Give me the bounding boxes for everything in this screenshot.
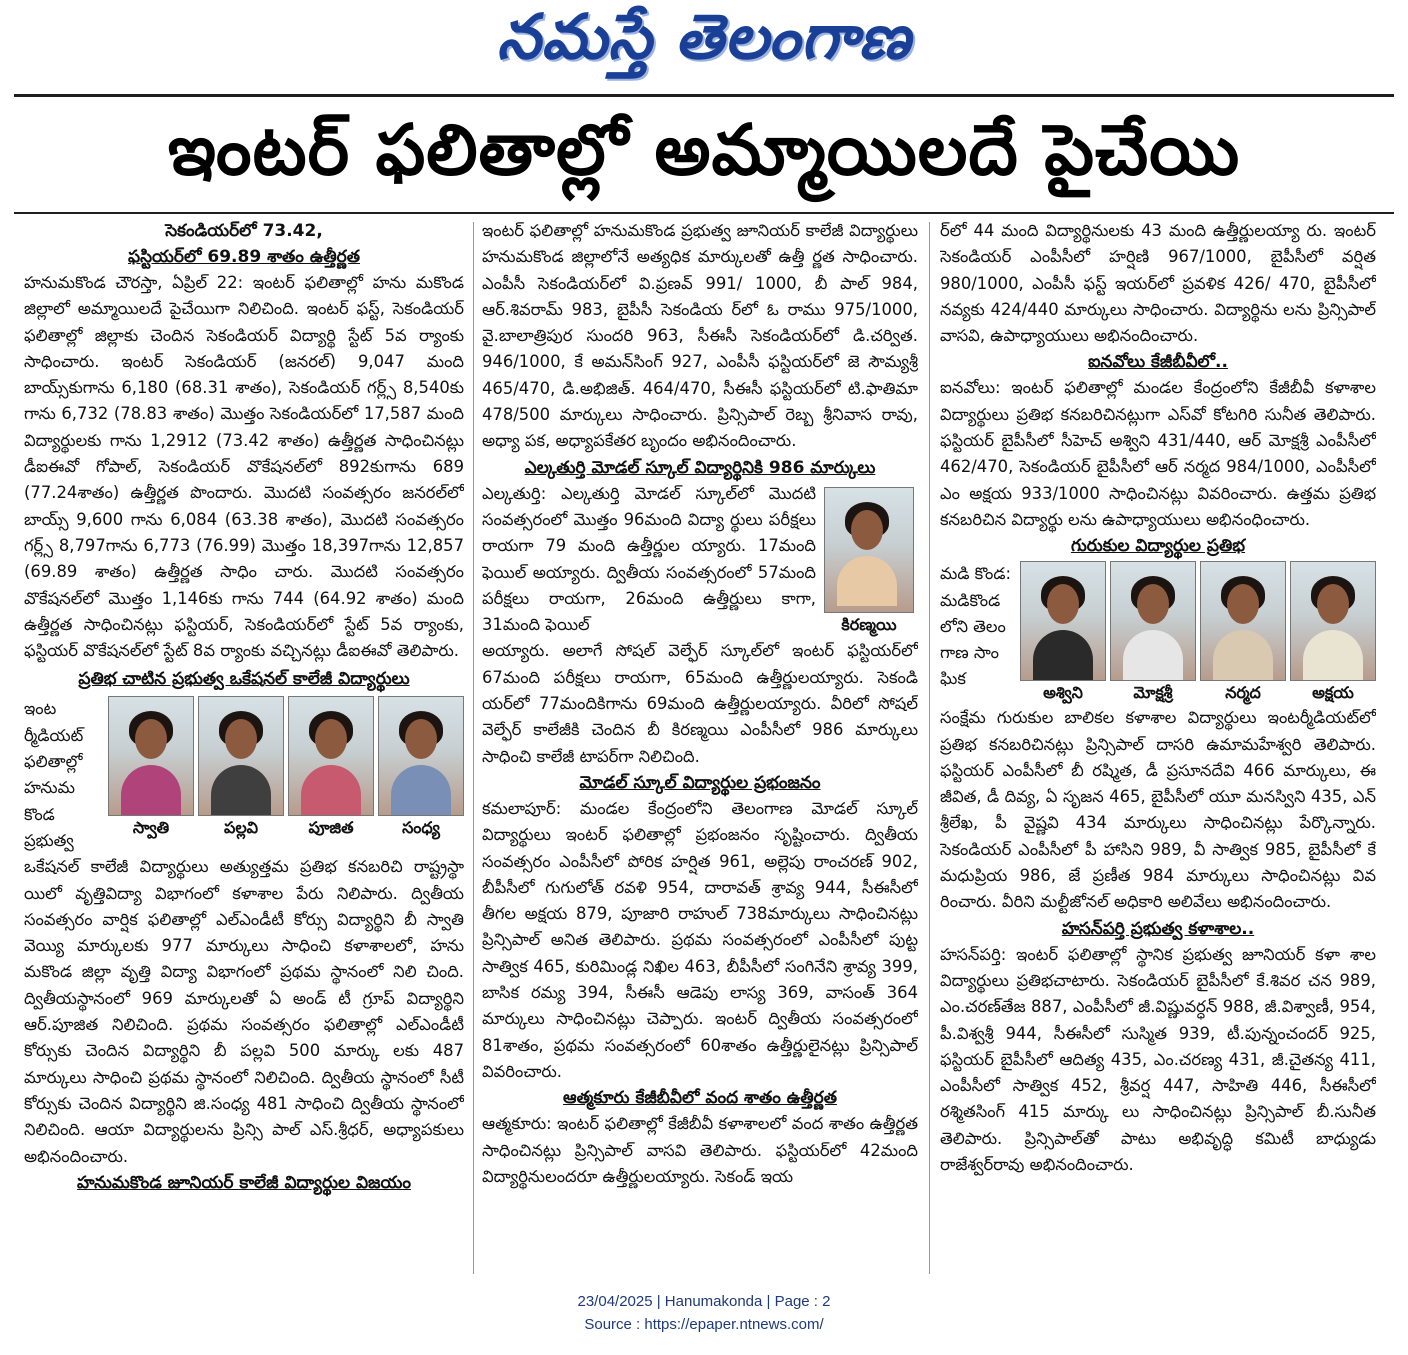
subheading: సెకండియర్‌లో 73.42, <box>165 221 323 241</box>
article-paragraph: ఐనవోలు: ఇంటర్ ఫలితాల్లో మండల కేంద్రంలోని కేజీబీవీ కళాశాల విద్యార్థులు ప్రతిభ కనబరిచినట్లుగా ఎస్‌వో కోటగిరి సునీత తెలిపారు. ఫస్టియర్ బైపీసీలో సీహెచ్ అశ్విని 431/440, ఆర్ మోక్షశ్రీ ఎంపీసీలో 462/470, సెకండియర్ బైపీసీలో ఆర్ నర్మద 984/1000, ఎంపీసీలో ఎం అక్షయ 933/1000 సాధించినట్లు వివరించారు. ఉత్తమ ప్రతిభ కనబరిచిన విద్యార్థు లను ఉపాధ్యాయులు అభినంధించారు. <box>940 378 1376 529</box>
photo-block <box>940 561 1376 705</box>
column-3 <box>940 218 1376 1276</box>
article-paragraph: అయ్యారు. అలాగే సోషల్ వెల్ఫేర్ స్కూల్‌లో ఇంటర్ ఫస్టియర్‌లో 67మంది పరీక్షలు రాయగా, 65మంది ఉత్తీర్ణులయ్యారు. సెకండి యర్‌లో 77మందికిగాను 69మంది ఉత్తీర్ణులయ్యారు. వీరిలో సోషల్ వెల్ఫేర్ కాలేజీకి చెందిన బీ కిరణ్మయి ఎంపీసీలో 986 మార్కులు సాధించి కాలేజీ టాపర్‌గా నిలిచింది. <box>482 641 918 766</box>
headline: ఇంటర్ ఫలితాల్లో అమ్మాయిలదే పైచేయి <box>167 108 1241 191</box>
column-divider <box>473 222 474 1274</box>
photo-caption: అక్షయ <box>1312 683 1354 703</box>
student-photo <box>1290 561 1376 681</box>
subheading: ఫస్టియర్‌లో 69.89 శాతం ఉత్తీర్ణత <box>128 247 360 267</box>
student-photo <box>1200 561 1286 681</box>
page-footer-source: Source : https://epaper.ntnews.com/ <box>584 1316 824 1333</box>
section-heading: ఆత్మకూరు కేజీబీవీలో వంద శాతం ఉత్తీర్ణత <box>563 1088 837 1109</box>
photo-side-text: మడి కొండ: మడికొండ లోని తెలం గాణ సాం ఘిక <box>940 564 1011 689</box>
photo-caption: అశ్విని <box>1043 683 1083 703</box>
article-paragraph: ఆత్మకూరు: ఇంటర్ ఫలితాల్లో కేజీబీవీ కళాశాలలో వంద శాతం ఉత్తీర్ణత సాధించినట్లు ప్రిన్సిపాల్ వాసవి తెలిపారు. ఫస్టియర్‌లో 42మంది విద్యార్థినులందరూ ఉత్తీర్ణులయ్యారు. సెకండ్ ఇయ <box>482 1114 918 1186</box>
section-heading: హనుమకొండ జూనియర్ కాలేజీ విద్యార్థుల విజయం <box>77 1172 411 1193</box>
masthead-rule <box>14 94 1394 97</box>
column-2 <box>482 218 918 1276</box>
page-footer-date: 23/04/2025 | Hanumakonda | Page : 2 <box>577 1293 831 1310</box>
article-paragraph: ఇంటర్ ఫలితాల్లో హనుమకొండ ప్రభుత్వ జూనియర్ కాలేజీ విద్యార్థులు హనుమకొండ జిల్లాలోనే అత్యధిక మార్కులతో ఉత్తీ ర్ణత సాధించారు. ఎంపీసీ సెకండియర్‌లో వి.ప్రణవ్ 991/ 1000, బీ పాల్ 984, ఆర్.శివరామ్ 983, బైపీసీ సెకండియ ర్‌లో ఓ రాము 975/1000, వై.బాలాత్రిపుర సుందరి 963, సీఈసీ సెకండియర్‌లో డి.చర్విత. 946/1000, కే అమన్‌సింగ్ 927, ఎంపీసీ ఫస్టియర్‌లో జె సౌమ్యశ్రీ 465/470, డి.అభిజిత్. 464/470, సీఈసీ ఫస్టియర్‌లో టి.ఫాతిమా 478/500 మార్కులు సాధించారు. ప్రిన్సిపాల్ రెబ్బ శ్రీనివాస రావు, అధ్యా పక, అధ్యాపకేతర బృందం అభినందించారు. <box>482 221 918 451</box>
photo-caption: సంధ్య <box>402 818 440 838</box>
article-paragraph: సంక్షేమ గురుకుల బాలికల కళాశాల విద్యార్థులు ఇంటర్మీడియట్‌లో ప్రతిభ కనబరిచినట్లు ప్రిన్సిపాల్ దాసరి ఉమామహేశ్వరి తెలిపారు. ఫస్టియర్ ఎంపీసీలో బీ రష్మిత, డీ ప్రసూనదేవి 466 మార్కులు, ఈ జీవిత, డీ దివ్య, ఏ సృజన 465, బైపీసీలో యూ మనస్విని 435, ఎన్ శ్రీలేఖ, పీ వైష్ణవి 434 మార్కులు సాధించినట్లు పేర్కొన్నారు. సెకండియర్ ఎంపీసీలో పీ హాసిని 989, వీ సాత్విక 985, బైపీసీలో కే మధుప్రియ 986, జే ప్రణీత 984 మార్కులు సాధించినట్లు వివ రించారు. వీరిని మల్టీజోనల్ అధికారి అలివేలు అభినందించారు. <box>940 708 1376 912</box>
section-heading: ఐనవోలు కేజీబీవీలో.. <box>1088 352 1228 373</box>
student-photo <box>288 696 374 816</box>
photo-caption: పల్లవి <box>223 818 259 838</box>
section-heading: హసన్‌పర్తి ప్రభుత్వ కళాశాల.. <box>1061 918 1255 939</box>
student-photo <box>108 696 194 816</box>
student-photo <box>1110 561 1196 681</box>
newspaper-logo: నమస్తే తెలంగాణ <box>496 0 912 73</box>
article-paragraph: హనుమకొండ చౌరస్తా, ఏప్రిల్ 22: ఇంటర్ ఫలితాల్లో హను మకొండ జిల్లాలో అమ్మాయిలదే పైచేయిగా నిలిచింది. ఇంటర్ ఫస్ట్, సెకండియర్ ఫలితాల్లో జిల్లాకు చెందిన సెకండియర్ విద్యార్థి స్టేట్ 5వ ర్యాంకు సాధించారు. ఇంటర్ సెకండియర్ (జనరల్) 9,047 మంది బాయ్స్‌కుగాను 6,180 (68.31 శాతం), సెకండియర్ గర్ల్స్ 8,540కు గాను 6,732 (78.83 శాతం) మొత్తం సెకండియర్‌లో 17,587 మంది విద్యార్థులకు గాను 1,2912 (73.42 శాతం) ఉత్తీర్ణత సాధించినట్లు డీఐఈవో గోపాల్, సెకండియర్ వొకేషనల్‌లో 892కుగాను 689 (77.24శాతం) ఉత్తీర్ణత పొందారు. మొదటి సంవత్సరం జనరల్‌లో బాయ్స్ 9,600 గాను 6,084 (63.38 శాతం), మొదటి సంవత్సరం గర్ల్స్ 8,797గాను 6,773 (76.99) మొత్తం 18,397గాను 12,857 (69.89 శాతం) ఉత్తీర్ణత సాధిం చారు. మొదటి సంవత్సరం వొకేషనల్‌లో మొత్తం 1,146కు గాను 744 (64.92 శాతం) మంది ఉత్తీర్ణత సాధించినట్లు ఫస్టియర్, సెకండియర్‌లో స్టేట్ 5వ ర్యాంకు, ఫస్టియర్ వొకేషనల్‌లో స్టేట్ 8వ ర్యాంకు వచ్చినట్లు డీఐఈవో తెలిపారు. <box>24 273 464 661</box>
photo-caption: స్వాతి <box>132 818 170 838</box>
article-paragraph: హసన్‌పర్తి: ఇంటర్ ఫలితాల్లో స్థానిక ప్రభుత్వ జూనియర్ కళా శాల విద్యార్థులు ప్రతిభచాటారు. సెకండియర్ బైపీసీలో కే.శివర చన 989, ఎం.చరణ్‌తేజ 887, ఎంపీసీలో జీ.విష్ణువర్ధన్ 988, జీ.విశ్వాణీ, 954, పీ.విశ్వశ్రీ 944, సీఈసీలో సుస్మిత 939, టీ.పున్నంచందర్ 925, ఫస్టియర్ బైపీసీలో ఆదిత్య 435, ఎం.చరణ్య 431, జీ.చైతన్య 411, ఎంపీసీలో సాత్విక 452, శ్రీవర్ష 447, సాహితి 446, సీఈసీలో రశ్మితసింగ్ 415 మార్కు లు సాధించినట్లు ప్రిన్సిపాల్ బీ.సునీత తెలిపారు. ప్రిన్సిపాల్‌తో పాటు అభివృద్ధి కమిటీ బాధ్యుడు రాజేశ్వర్‌రావు అభినందించారు. <box>940 944 1376 1175</box>
photo-side-text: ఇంట ర్మీడియట్ ఫలితాల్లో హనుమ కొండ ప్రభుత్వ <box>24 699 84 850</box>
student-photo <box>198 696 284 816</box>
article-paragraph: ఎల్కతుర్తి: ఎల్కతుర్తి మోడల్ స్కూల్‌లో మొదటి సంవత్సరంలో మొత్తం 96మంది విద్యా ర్థులు పరీక్షలు రాయగా 79 మంది ఉత్తీర్ణుల య్యారు. 17మంది ఫెయిల్ అయ్యారు. ద్వితీయ సంవత్సరంలో 57మంది పరీక్షలు రాయగా, 26మంది ఉత్తీర్ణులు కాగా, 31మంది ఫెయిల్ <box>482 483 816 635</box>
article-paragraph: ఒకేషనల్ కాలేజీ విద్యార్థులు అత్యుత్తమ ప్రతిభ కనబరిచి రాష్ట్రస్థా యిలో వృత్తివిద్యా విభాగంలో కళాశాల పేరు నిలిపారు. ద్వితీయ సంవత్సరం వార్షిక ఫలితాల్లో ఎల్‌ఎండీటీ కోర్సు విద్యార్థిని బీ స్వాతి వెయ్యి మార్కులకు 977 మార్కులు సాధించి కళాశాలలో, హను మకొండ జిల్లా వృత్తి విద్యా విభాగంలో ప్రథమ స్థానంలో నిలి చింది. ద్వితీయస్థానంలో 969 మార్కులతో ఏ అండ్ టీ గ్రూప్ విద్యార్థిని ఆర్.పూజిత నిలిచింది. ప్రథమ సంవత్సరం ఫలితాల్లో ఎల్‌ఎండీటీ కోర్సుకు చెందిన విద్యార్థిని బీ పల్లవి 500 మార్కు లకు 487 మార్కులు సాధించి ప్రథమ స్థానంలో నిలిచింది. ద్వితీయ స్థానంలో సీటీ కోర్సుకు చెందిన విద్యార్థిని జి.సంధ్య 481 సాధించి ద్వితీయ స్థానంలో నిలిచింది. ఆయా విద్యార్థులను ప్రిన్సి పాల్ ఎస్.శ్రీధర్, అధ్యాపకులు అభినందించారు. <box>24 857 464 1166</box>
article-paragraph: కమలాపూర్: మండల కేంద్రంలోని తెలంగాణ మోడల్ స్కూల్ విద్యార్థులు ఇంటర్ ఫలితాల్లో ప్రభంజనం సృష్టించారు. ద్వితీయ సంవత్సరం ఎంపీసీలో పోరిక హర్షిత 961, అల్లెపు రాంచరణ్ 902, బీపీసీలో గుగులోత్ రవళి 954, దారావత్ శ్రావ్య 944, సీఈసీలో తీగల అక్షయ 879, పూజారి రాహుల్ 738మార్కులు సాధించినట్లు ప్రిన్సిపాల్ అనిత తెలిపారు. ప్రథమ సంవత్సరంలో ఎంపీసీలో పుట్ట సాత్విక 465, కురిమిండ్ల నిఖిల 463, బీపీసీలో సంగినేని శ్రావ్య 399, బాసిక రమ్య 394, సీఈసీ ఆడెపు లాస్య 369, వాసంత్ 364 మార్కులు సాధించినట్లు చెప్పారు. ఇంటర్ ద్వితీయ సంవత్సరంలో 81శాతం, ప్రథమ సంవత్సరంలో 60శాతం ఉత్తీర్ణులైనట్లు ప్రిన్సిపాల్ వివరించారు. <box>482 798 918 1081</box>
section-heading: మోడల్ స్కూల్ విద్యార్థుల ప్రభంజనం <box>579 772 821 793</box>
student-photo <box>378 696 464 816</box>
photo-caption: నర్మద <box>1225 683 1261 703</box>
section-heading: గురుకుల విద్యార్థుల ప్రతిభ <box>1070 536 1246 557</box>
column-1 <box>24 218 464 1276</box>
article-paragraph: ర్‌లో 44 మంది విద్యార్థినులకు 43 మంది ఉత్తీర్ణులయ్యా రు. ఇంటర్ సెకండియర్ ఎంపీసీలో హర్షిణి 967/1000, బైపీసీలో వర్షిత 980/1000, ఎంపీసీ ఫస్ట్ ఇయర్‌లో ప్రవళిక 426/ 470, బైపీసీలో నవ్యకు 424/440 మార్కులు సాధించారు. విద్యార్థిను లను ప్రిన్సిపాల్ వాసవి, ఉపాధ్యాయులు అభినందించారు. <box>940 221 1376 346</box>
masthead <box>0 0 1408 88</box>
section-heading: ప్రతిభ చాటిన ప్రభుత్వ ఒకేషనల్ కాలేజీ విద్యార్థులు <box>78 669 410 690</box>
photo-caption: మోక్షశ్రీ <box>1133 683 1173 703</box>
student-photo <box>1020 561 1106 681</box>
photo-block <box>24 696 464 854</box>
student-photo <box>824 487 914 613</box>
column-divider <box>929 222 930 1274</box>
headline-rule <box>14 212 1394 214</box>
photo-block <box>482 481 918 639</box>
section-heading: ఎల్కతుర్తి మోడల్ స్కూల్ విద్యార్థినికి 986 మార్కులు <box>524 457 876 478</box>
photo-caption: పూజిత <box>308 818 354 838</box>
photo-caption: కిరణ్మయి <box>841 614 897 634</box>
